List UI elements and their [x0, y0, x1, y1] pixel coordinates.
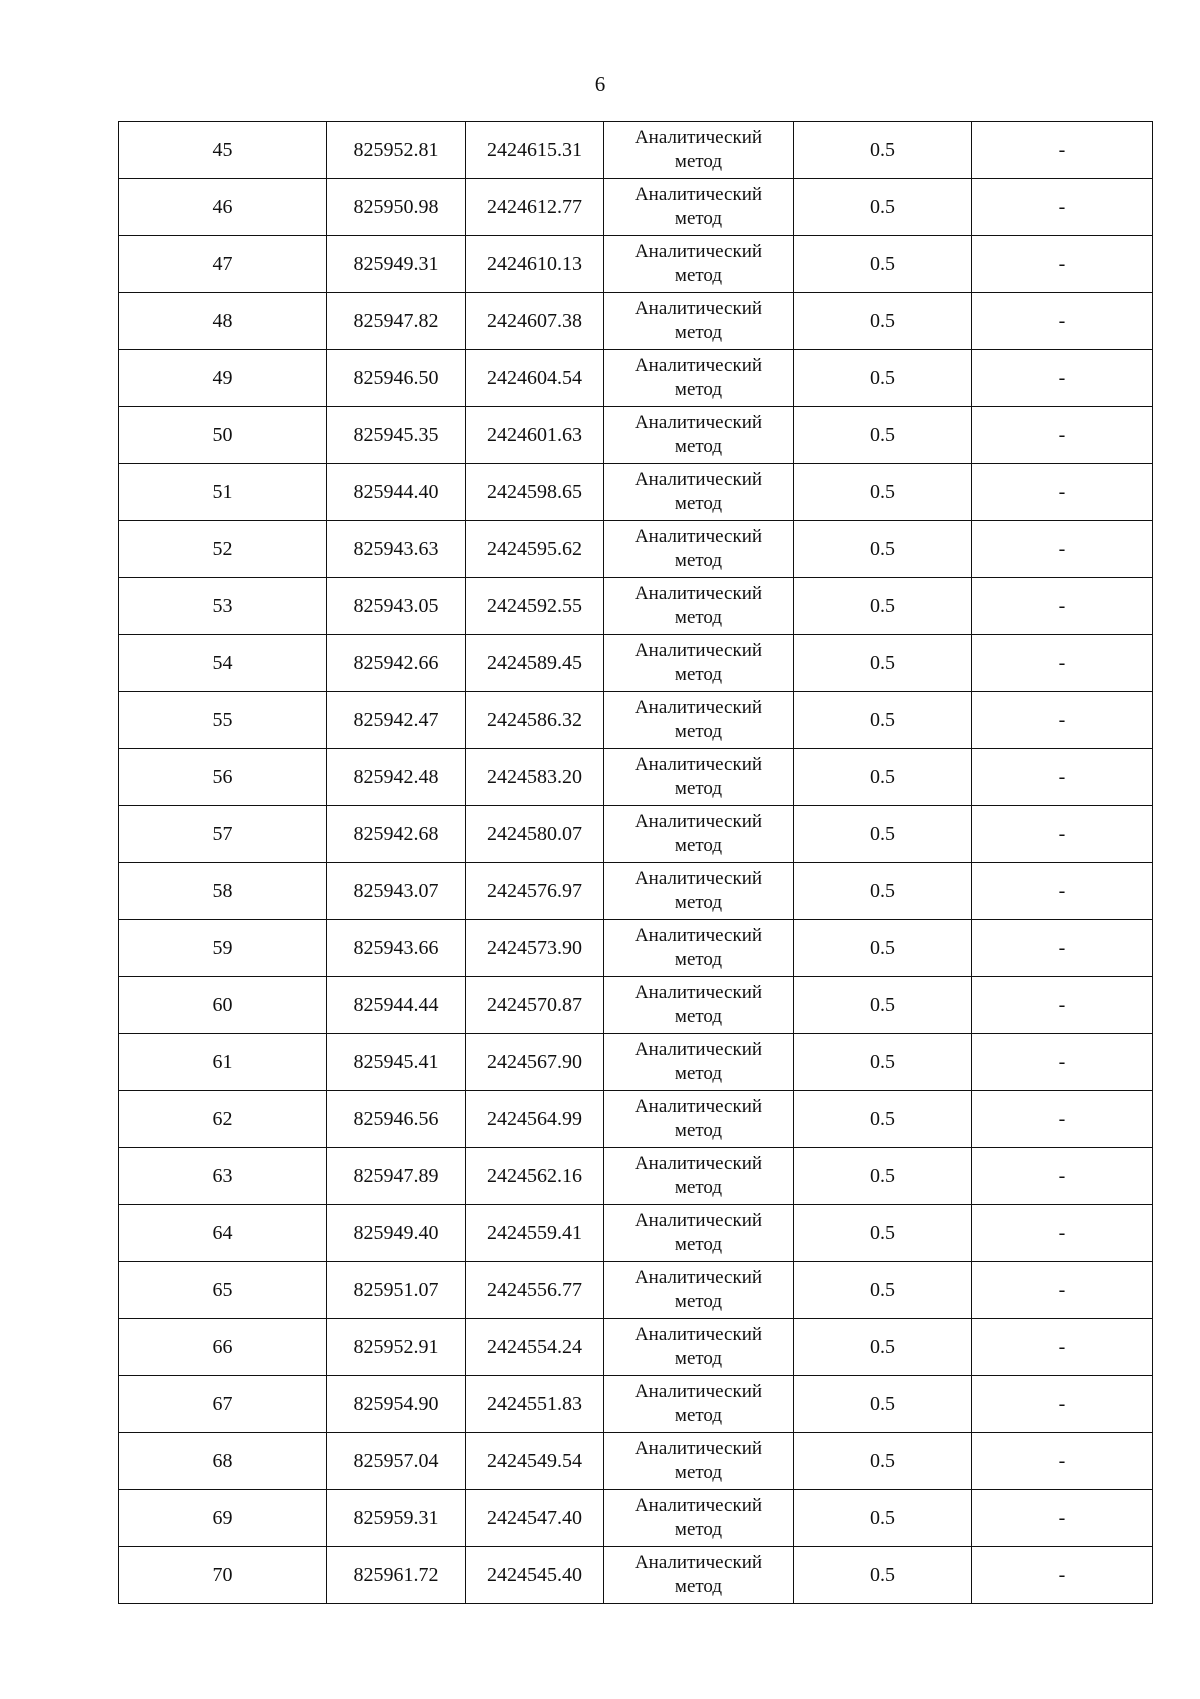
note-cell: -	[972, 521, 1153, 578]
point-number-cell: 51	[119, 464, 327, 521]
accuracy-cell: 0.5	[794, 1376, 972, 1433]
table-row	[119, 1205, 1153, 1262]
y-coordinate-cell: 2424556.77	[466, 1262, 604, 1319]
method-cell	[604, 179, 794, 236]
point-number-cell: 70	[119, 1547, 327, 1604]
note-cell: -	[972, 236, 1153, 293]
method-cell	[604, 293, 794, 350]
y-coordinate-cell: 2424545.40	[466, 1547, 604, 1604]
point-number-cell: 65	[119, 1262, 327, 1319]
x-coordinate-cell: 825959.31	[327, 1490, 466, 1547]
accuracy-cell: 0.5	[794, 863, 972, 920]
table-row	[119, 578, 1153, 635]
method-text-line: Аналитический	[634, 1039, 763, 1060]
method-cell	[604, 578, 794, 635]
x-coordinate-cell: 825950.98	[327, 179, 466, 236]
note-cell: -	[972, 1034, 1153, 1091]
method-text-line: Аналитический	[634, 1153, 763, 1174]
method-text-line: метод	[674, 1348, 723, 1369]
accuracy-cell: 0.5	[794, 1319, 972, 1376]
point-number-cell: 55	[119, 692, 327, 749]
x-coordinate-cell: 825942.66	[327, 635, 466, 692]
point-number-cell: 69	[119, 1490, 327, 1547]
y-coordinate-cell: 2424580.07	[466, 806, 604, 863]
method-text-line: метод	[674, 1006, 723, 1027]
point-number-cell: 47	[119, 236, 327, 293]
table-row	[119, 350, 1153, 407]
method-text-line: метод	[674, 949, 723, 970]
method-cell	[604, 692, 794, 749]
x-coordinate-cell: 825947.89	[327, 1148, 466, 1205]
y-coordinate-cell: 2424570.87	[466, 977, 604, 1034]
method-cell	[604, 236, 794, 293]
table-row	[119, 692, 1153, 749]
point-number-cell: 61	[119, 1034, 327, 1091]
method-text-line: Аналитический	[634, 469, 763, 490]
note-cell: -	[972, 464, 1153, 521]
accuracy-cell: 0.5	[794, 1490, 972, 1547]
y-coordinate-cell: 2424595.62	[466, 521, 604, 578]
note-cell: -	[972, 863, 1153, 920]
method-text-line: Аналитический	[634, 1381, 763, 1402]
y-coordinate-cell: 2424586.32	[466, 692, 604, 749]
method-cell	[604, 1547, 794, 1604]
method-text-line: Аналитический	[634, 355, 763, 376]
method-text-line: метод	[674, 721, 723, 742]
method-text-line: метод	[674, 1063, 723, 1084]
y-coordinate-cell: 2424576.97	[466, 863, 604, 920]
method-cell	[604, 1376, 794, 1433]
accuracy-cell: 0.5	[794, 122, 972, 179]
table-row	[119, 749, 1153, 806]
x-coordinate-cell: 825952.91	[327, 1319, 466, 1376]
method-text-line: Аналитический	[634, 1096, 763, 1117]
note-cell: -	[972, 1148, 1153, 1205]
y-coordinate-cell: 2424562.16	[466, 1148, 604, 1205]
method-text-line: Аналитический	[634, 868, 763, 889]
coordinates-table	[118, 121, 1153, 1604]
y-coordinate-cell: 2424598.65	[466, 464, 604, 521]
method-text-line: Аналитический	[634, 298, 763, 319]
table-row	[119, 863, 1153, 920]
y-coordinate-cell: 2424554.24	[466, 1319, 604, 1376]
note-cell: -	[972, 749, 1153, 806]
method-text-line: метод	[674, 1576, 723, 1597]
method-text-line: Аналитический	[634, 412, 763, 433]
method-text-line: метод	[674, 778, 723, 799]
point-number-cell: 52	[119, 521, 327, 578]
coordinates-table-body	[119, 122, 1153, 1604]
point-number-cell: 56	[119, 749, 327, 806]
accuracy-cell: 0.5	[794, 578, 972, 635]
page-number: 6	[594, 72, 606, 96]
point-number-cell: 63	[119, 1148, 327, 1205]
accuracy-cell: 0.5	[794, 407, 972, 464]
accuracy-cell: 0.5	[794, 692, 972, 749]
method-text-line: метод	[674, 1291, 723, 1312]
note-cell: -	[972, 1205, 1153, 1262]
x-coordinate-cell: 825943.63	[327, 521, 466, 578]
method-text-line: Аналитический	[634, 982, 763, 1003]
table-row	[119, 977, 1153, 1034]
note-cell: -	[972, 1433, 1153, 1490]
table-row	[119, 635, 1153, 692]
method-cell	[604, 1490, 794, 1547]
x-coordinate-cell: 825946.50	[327, 350, 466, 407]
method-cell	[604, 1433, 794, 1490]
method-text-line: метод	[674, 550, 723, 571]
method-text-line: Аналитический	[634, 583, 763, 604]
note-cell: -	[972, 1547, 1153, 1604]
method-cell	[604, 122, 794, 179]
accuracy-cell: 0.5	[794, 1205, 972, 1262]
method-cell	[604, 635, 794, 692]
point-number-cell: 50	[119, 407, 327, 464]
method-cell	[604, 1262, 794, 1319]
accuracy-cell: 0.5	[794, 1262, 972, 1319]
table-row	[119, 464, 1153, 521]
y-coordinate-cell: 2424564.99	[466, 1091, 604, 1148]
y-coordinate-cell: 2424567.90	[466, 1034, 604, 1091]
point-number-cell: 54	[119, 635, 327, 692]
method-text-line: метод	[674, 664, 723, 685]
x-coordinate-cell: 825942.68	[327, 806, 466, 863]
x-coordinate-cell: 825942.48	[327, 749, 466, 806]
method-cell	[604, 1205, 794, 1262]
method-cell	[604, 1034, 794, 1091]
x-coordinate-cell: 825949.40	[327, 1205, 466, 1262]
method-cell	[604, 1091, 794, 1148]
method-text-line: метод	[674, 1462, 723, 1483]
y-coordinate-cell: 2424547.40	[466, 1490, 604, 1547]
note-cell: -	[972, 1319, 1153, 1376]
method-text-line: метод	[674, 265, 723, 286]
point-number-cell: 48	[119, 293, 327, 350]
note-cell: -	[972, 1091, 1153, 1148]
method-text-line: Аналитический	[634, 127, 763, 148]
method-text-line: Аналитический	[634, 925, 763, 946]
accuracy-cell: 0.5	[794, 1034, 972, 1091]
note-cell: -	[972, 407, 1153, 464]
point-number-cell: 45	[119, 122, 327, 179]
method-text-line: метод	[674, 1234, 723, 1255]
method-text-line: метод	[674, 436, 723, 457]
y-coordinate-cell: 2424615.31	[466, 122, 604, 179]
x-coordinate-cell: 825951.07	[327, 1262, 466, 1319]
y-coordinate-cell: 2424612.77	[466, 179, 604, 236]
method-text-line: метод	[674, 1120, 723, 1141]
table-row	[119, 407, 1153, 464]
point-number-cell: 67	[119, 1376, 327, 1433]
accuracy-cell: 0.5	[794, 635, 972, 692]
method-text-line: Аналитический	[634, 1495, 763, 1516]
accuracy-cell: 0.5	[794, 749, 972, 806]
method-text-line: метод	[674, 892, 723, 913]
method-text-line: метод	[674, 1177, 723, 1198]
accuracy-cell: 0.5	[794, 806, 972, 863]
method-cell	[604, 977, 794, 1034]
method-cell	[604, 863, 794, 920]
method-text-line: метод	[674, 607, 723, 628]
note-cell: -	[972, 122, 1153, 179]
point-number-cell: 68	[119, 1433, 327, 1490]
accuracy-cell: 0.5	[794, 1547, 972, 1604]
note-cell: -	[972, 578, 1153, 635]
method-text-line: метод	[674, 1519, 723, 1540]
method-text-line: Аналитический	[634, 640, 763, 661]
y-coordinate-cell: 2424583.20	[466, 749, 604, 806]
x-coordinate-cell: 825944.44	[327, 977, 466, 1034]
point-number-cell: 53	[119, 578, 327, 635]
method-cell	[604, 920, 794, 977]
y-coordinate-cell: 2424601.63	[466, 407, 604, 464]
point-number-cell: 46	[119, 179, 327, 236]
table-row	[119, 236, 1153, 293]
method-text-line: Аналитический	[634, 754, 763, 775]
point-number-cell: 62	[119, 1091, 327, 1148]
table-row	[119, 1148, 1153, 1205]
accuracy-cell: 0.5	[794, 977, 972, 1034]
point-number-cell: 49	[119, 350, 327, 407]
point-number-cell: 64	[119, 1205, 327, 1262]
method-text-line: Аналитический	[634, 1552, 763, 1573]
accuracy-cell: 0.5	[794, 1433, 972, 1490]
x-coordinate-cell: 825943.66	[327, 920, 466, 977]
method-text-line: Аналитический	[634, 1210, 763, 1231]
accuracy-cell: 0.5	[794, 350, 972, 407]
table-row	[119, 1091, 1153, 1148]
note-cell: -	[972, 350, 1153, 407]
method-text-line: метод	[674, 379, 723, 400]
method-text-line: метод	[674, 493, 723, 514]
method-cell	[604, 1319, 794, 1376]
note-cell: -	[972, 977, 1153, 1034]
y-coordinate-cell: 2424549.54	[466, 1433, 604, 1490]
point-number-cell: 59	[119, 920, 327, 977]
table-row	[119, 122, 1153, 179]
x-coordinate-cell: 825946.56	[327, 1091, 466, 1148]
accuracy-cell: 0.5	[794, 179, 972, 236]
method-cell	[604, 521, 794, 578]
table-row	[119, 1433, 1153, 1490]
method-cell	[604, 749, 794, 806]
point-number-cell: 58	[119, 863, 327, 920]
accuracy-cell: 0.5	[794, 521, 972, 578]
method-cell	[604, 407, 794, 464]
method-text-line: Аналитический	[634, 526, 763, 547]
accuracy-cell: 0.5	[794, 236, 972, 293]
method-text-line: Аналитический	[634, 184, 763, 205]
note-cell: -	[972, 1376, 1153, 1433]
x-coordinate-cell: 825954.90	[327, 1376, 466, 1433]
y-coordinate-cell: 2424604.54	[466, 350, 604, 407]
x-coordinate-cell: 825952.81	[327, 122, 466, 179]
method-text-line: Аналитический	[634, 1267, 763, 1288]
accuracy-cell: 0.5	[794, 1148, 972, 1205]
table-row	[119, 1034, 1153, 1091]
note-cell: -	[972, 1490, 1153, 1547]
table-row	[119, 293, 1153, 350]
note-cell: -	[972, 293, 1153, 350]
accuracy-cell: 0.5	[794, 464, 972, 521]
method-text-line: метод	[674, 151, 723, 172]
x-coordinate-cell: 825943.07	[327, 863, 466, 920]
y-coordinate-cell: 2424592.55	[466, 578, 604, 635]
method-text-line: Аналитический	[634, 811, 763, 832]
x-coordinate-cell: 825945.35	[327, 407, 466, 464]
y-coordinate-cell: 2424573.90	[466, 920, 604, 977]
x-coordinate-cell: 825949.31	[327, 236, 466, 293]
point-number-cell: 66	[119, 1319, 327, 1376]
note-cell: -	[972, 179, 1153, 236]
method-text-line: метод	[674, 322, 723, 343]
table-row	[119, 1376, 1153, 1433]
point-number-cell: 57	[119, 806, 327, 863]
table-row	[119, 179, 1153, 236]
point-number-cell: 60	[119, 977, 327, 1034]
method-text-line: Аналитический	[634, 1324, 763, 1345]
accuracy-cell: 0.5	[794, 293, 972, 350]
table-row	[119, 1490, 1153, 1547]
y-coordinate-cell: 2424610.13	[466, 236, 604, 293]
accuracy-cell: 0.5	[794, 1091, 972, 1148]
method-text-line: метод	[674, 835, 723, 856]
table-row	[119, 806, 1153, 863]
method-cell	[604, 350, 794, 407]
method-text-line: метод	[674, 208, 723, 229]
note-cell: -	[972, 806, 1153, 863]
table-row	[119, 920, 1153, 977]
table-row	[119, 1547, 1153, 1604]
method-cell	[604, 1148, 794, 1205]
method-text-line: Аналитический	[634, 241, 763, 262]
note-cell: -	[972, 1262, 1153, 1319]
table-row	[119, 1262, 1153, 1319]
x-coordinate-cell: 825943.05	[327, 578, 466, 635]
method-text-line: метод	[674, 1405, 723, 1426]
x-coordinate-cell: 825944.40	[327, 464, 466, 521]
x-coordinate-cell: 825945.41	[327, 1034, 466, 1091]
note-cell: -	[972, 920, 1153, 977]
x-coordinate-cell: 825947.82	[327, 293, 466, 350]
accuracy-cell: 0.5	[794, 920, 972, 977]
y-coordinate-cell: 2424559.41	[466, 1205, 604, 1262]
y-coordinate-cell: 2424589.45	[466, 635, 604, 692]
table-row	[119, 521, 1153, 578]
method-cell	[604, 464, 794, 521]
x-coordinate-cell: 825942.47	[327, 692, 466, 749]
table-row	[119, 1319, 1153, 1376]
y-coordinate-cell: 2424551.83	[466, 1376, 604, 1433]
method-text-line: Аналитический	[634, 697, 763, 718]
y-coordinate-cell: 2424607.38	[466, 293, 604, 350]
x-coordinate-cell: 825961.72	[327, 1547, 466, 1604]
method-cell	[604, 806, 794, 863]
note-cell: -	[972, 635, 1153, 692]
method-text-line: Аналитический	[634, 1438, 763, 1459]
note-cell: -	[972, 692, 1153, 749]
x-coordinate-cell: 825957.04	[327, 1433, 466, 1490]
